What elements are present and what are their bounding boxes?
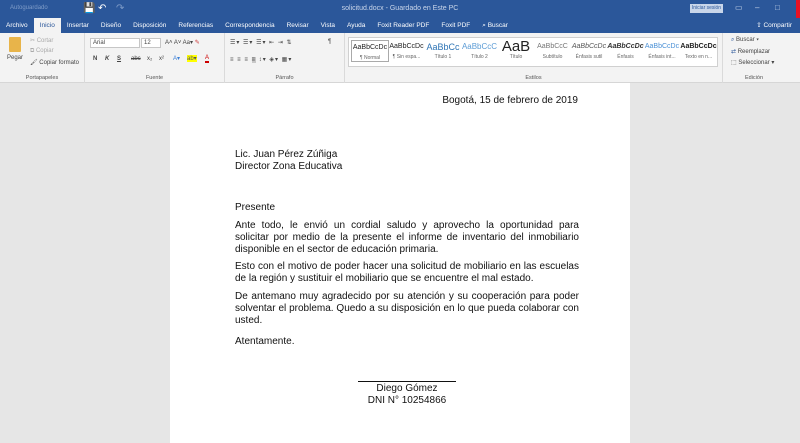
window-title: solicitud.docx - Guardado en Este PC: [341, 5, 459, 12]
paragraph-1: Ante todo, le envió un cordial saludo y aprovecho la oportunidad para solicitar por medio de la presente el informe de inventario del inmobiliario disponible en el sector de educación primaria.: [235, 220, 579, 255]
style-preview: AaBbCcC: [537, 43, 568, 50]
title-bar: [0, 0, 800, 18]
style-name: Título: [509, 54, 523, 60]
paste-button[interactable]: Pegar: [7, 55, 24, 61]
style-name: Énfasis sutil: [575, 54, 603, 60]
signer-name: Diego Gómez: [376, 383, 438, 394]
underline-button[interactable]: S: [117, 56, 122, 62]
styles-gallery: [348, 37, 718, 67]
list-icons[interactable]: ☰▾ ☰▾ ☰▾ ⇤ ⇥ ⇅: [230, 40, 293, 46]
format-painter-button[interactable]: 🖌 Copiar formato: [30, 60, 79, 66]
tab-diseno[interactable]: Diseño: [100, 22, 122, 29]
closing: Atentamente.: [235, 336, 295, 347]
align-icons[interactable]: ≡ ≡ ≡ ≡ ↕▾ ◈▾ ▦▾: [230, 57, 293, 63]
paragraph-3: De antemano muy agradecido por su atención y su cooperación para poder solventar el problema. Quedo a su disposición en lo que pueda colaborar con usted.: [235, 291, 579, 326]
text-effects-icon[interactable]: A▾: [173, 56, 181, 62]
tab-archivo[interactable]: Archivo: [6, 22, 28, 29]
font-grow-icon[interactable]: A˄ A˅ Aa▾ ✎: [165, 40, 200, 46]
paste-icon: [9, 37, 21, 52]
subscript-button[interactable]: x₂: [147, 56, 153, 62]
tab-revisar[interactable]: Revisar: [286, 22, 309, 29]
tab-foxit-reader-pdf[interactable]: Foxit Reader PDF: [377, 22, 430, 29]
recipient-name: Lic. Juan Pérez Zúñiga: [235, 149, 338, 160]
letter-date: Bogotá, 15 de febrero de 2019: [442, 95, 578, 106]
style-item[interactable]: [424, 40, 462, 60]
tab-referencias[interactable]: Referencias: [178, 22, 214, 29]
style-preview: AaBbCcDc: [607, 43, 644, 50]
font-group: [85, 33, 225, 83]
share-icon: ⇪: [756, 22, 764, 29]
recipient-title: Director Zona Educativa: [235, 161, 343, 172]
clipboard-group: [0, 33, 85, 83]
clipboard-label: Portapapeles: [25, 75, 59, 81]
style-item[interactable]: [680, 40, 718, 60]
tab-ayuda[interactable]: Ayuda: [347, 22, 366, 29]
redo-icon[interactable]: ↷: [116, 3, 125, 14]
style-preview: AaBbCcDc: [644, 43, 680, 50]
ribbon-tabs: [0, 18, 800, 33]
style-item[interactable]: [461, 40, 499, 60]
share-button[interactable]: [756, 18, 792, 33]
editing-label: Edición: [744, 75, 764, 81]
style-name: Subtítulo: [542, 54, 563, 60]
styles-label: Estilos: [525, 75, 542, 81]
paragraph-2: Esto con el motivo de poder hacer una solicitud de mobiliario en las escuelas de la región y sustituir el mobiliario que se encuentre el mal estado.: [235, 261, 579, 284]
font-size-select[interactable]: 12: [141, 38, 161, 48]
style-name: ¶ Sin espa...: [392, 54, 421, 60]
bold-button[interactable]: N: [93, 56, 98, 62]
tab-disposicion[interactable]: Disposición: [133, 22, 167, 29]
minimize-icon[interactable]: –: [755, 3, 760, 12]
tab-foxit-pdf[interactable]: Foxit PDF: [441, 22, 471, 29]
style-preview: AaBbCc: [426, 42, 460, 52]
style-item[interactable]: [570, 40, 608, 60]
search-icon: ⌕: [482, 22, 488, 29]
editing-group: [723, 33, 785, 83]
paragraph-label: Párrafo: [275, 75, 294, 81]
style-item[interactable]: [497, 40, 535, 60]
replace-button[interactable]: ⇄ Reemplazar: [731, 49, 771, 55]
style-preview: AaBbCcDc: [571, 43, 607, 50]
autosave-toggle[interactable]: Autoguardado: [10, 5, 48, 11]
style-item[interactable]: [351, 40, 389, 62]
style-preview: AaBbCcC: [461, 42, 498, 51]
share-label: Compartir: [763, 22, 792, 29]
style-name: Título 1: [434, 54, 452, 60]
sign-in-button[interactable]: Iniciar sesión: [691, 5, 722, 11]
style-preview: AaBbCcDc: [680, 43, 717, 50]
style-name: Énfasis: [617, 54, 634, 60]
find-button[interactable]: ⌕ Buscar ▾: [731, 37, 759, 43]
superscript-button[interactable]: x²: [159, 56, 164, 62]
ribbon-options-icon[interactable]: ▭: [735, 3, 743, 12]
paragraph-group: [225, 33, 345, 83]
italic-button[interactable]: K: [105, 56, 110, 62]
style-name: Énfasis int...: [648, 54, 676, 60]
font-name-select[interactable]: Arial: [90, 38, 140, 48]
tab-correspondencia[interactable]: Correspondencia: [225, 22, 275, 29]
style-item[interactable]: [388, 40, 426, 60]
style-item[interactable]: [534, 40, 572, 60]
style-preview: AaBbCcDc: [389, 43, 424, 50]
copy-button[interactable]: ⧉ Copiar: [30, 48, 54, 54]
font-label: Fuente: [145, 75, 164, 81]
close-button[interactable]: [796, 0, 800, 18]
search-label: Buscar: [487, 22, 508, 29]
maximize-icon[interactable]: □: [775, 3, 780, 12]
cut-button[interactable]: ✂ Cortar: [30, 38, 54, 44]
style-name: ¶ Normal: [359, 55, 381, 61]
select-button[interactable]: ⬚ Seleccionar ▾: [731, 60, 775, 66]
tab-vista[interactable]: Vista: [320, 22, 335, 29]
style-item[interactable]: [643, 40, 681, 60]
ribbon: [0, 33, 800, 83]
show-marks-button[interactable]: ¶: [328, 39, 332, 45]
tab-insertar[interactable]: Insertar: [66, 22, 89, 29]
signature-line: [358, 381, 456, 382]
style-name: Texto en n...: [684, 54, 713, 60]
undo-icon[interactable]: ↶: [98, 3, 107, 14]
tell-me-search[interactable]: [476, 18, 514, 33]
save-icon[interactable]: 💾: [83, 3, 96, 14]
tab-inicio[interactable]: Inicio: [34, 18, 61, 33]
document-page[interactable]: [170, 83, 630, 443]
font-color-icon[interactable]: A: [205, 55, 210, 61]
style-item[interactable]: [607, 40, 645, 60]
signer-dni: DNI N° 10254866: [367, 395, 447, 406]
greeting: Presente: [235, 202, 276, 213]
strikethrough-button[interactable]: abc: [131, 56, 141, 62]
style-name: Título 2: [471, 54, 488, 60]
highlight-icon[interactable]: ab▾: [187, 56, 197, 62]
style-preview: AaBbCcDc: [352, 44, 388, 51]
style-preview: AaB: [501, 40, 531, 54]
